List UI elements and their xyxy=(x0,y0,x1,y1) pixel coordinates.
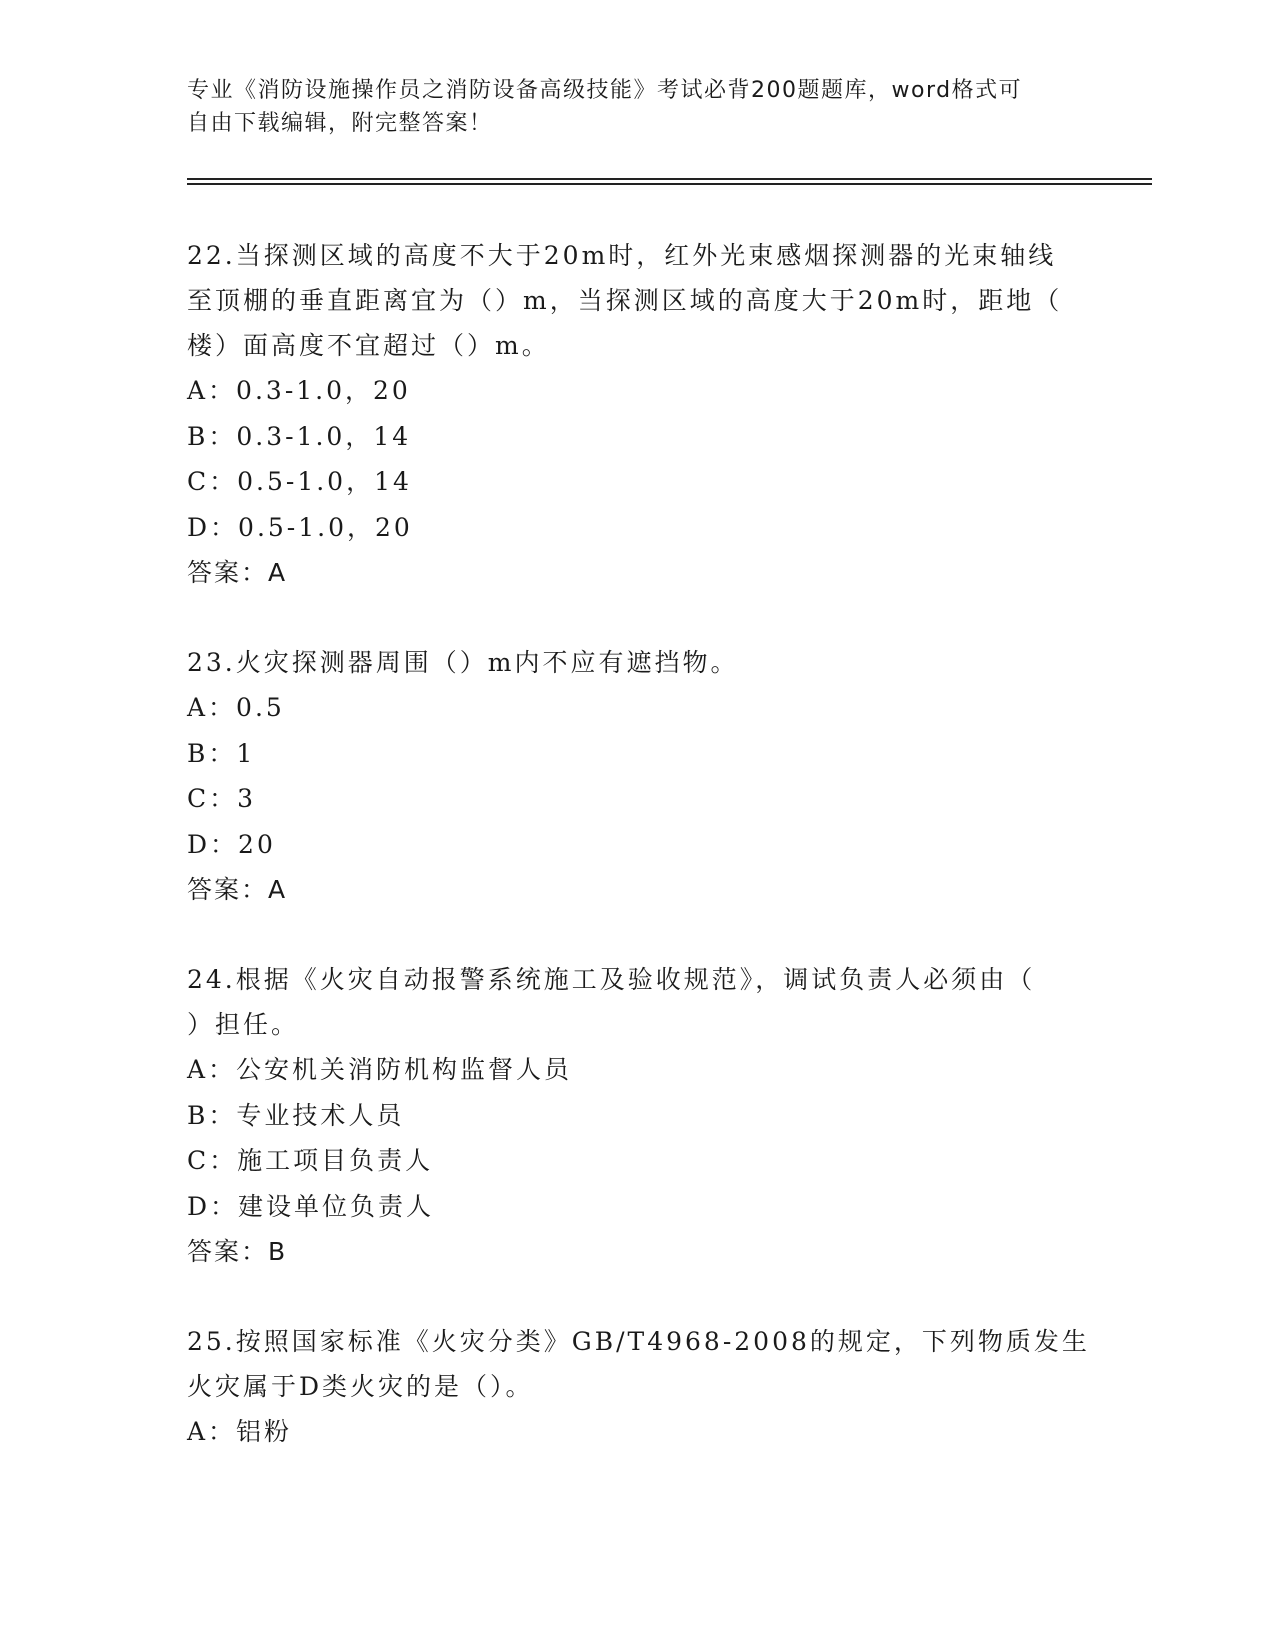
question-22 xyxy=(187,233,1087,596)
option-a: A：公安机关消防机构监督人员 xyxy=(187,1055,573,1084)
stem-line: 至顶棚的垂直距离宜为（）m，当探测区域的高度大于20m时，距地（ xyxy=(187,286,1063,315)
question-23 xyxy=(187,640,1087,913)
question-stem xyxy=(187,957,1087,1047)
header-line: 专业《消防设施操作员之消防设备高级技能》考试必背200题题库，word格式可 xyxy=(187,78,1023,103)
option-d: D：0.5-1.0，20 xyxy=(187,512,413,542)
option-c: C：0.5-1.0，14 xyxy=(187,467,412,496)
option-b: B：专业技术人员 xyxy=(187,1100,405,1130)
stem-line: 25.按照国家标准《火灾分类》GB/T4968-2008的规定，下列物质发生 xyxy=(187,1327,1090,1356)
option-b: B：0.3-1.0，14 xyxy=(187,421,412,451)
stem-line: 火灾属于D类火灾的是（）。 xyxy=(187,1372,534,1401)
option-c: C：施工项目负责人 xyxy=(187,1146,434,1175)
question-list xyxy=(187,233,1090,1499)
stem-line: ）担任。 xyxy=(187,1010,300,1039)
question-24 xyxy=(187,957,1087,1275)
option-d: D：建设单位负责人 xyxy=(187,1191,435,1221)
header-line: 自由下载编辑，附完整答案！ xyxy=(187,111,493,136)
answer-line: 答案：B xyxy=(187,1237,288,1266)
header-divider-top xyxy=(187,178,1152,180)
option-c: C：3 xyxy=(187,784,257,813)
option-a: A：0.5 xyxy=(187,693,285,722)
header-divider-bottom xyxy=(187,183,1152,185)
document-header xyxy=(187,74,1087,140)
stem-line: 楼）面高度不宜超过（）m。 xyxy=(187,331,550,360)
question-stem xyxy=(187,1319,1090,1409)
question-stem xyxy=(187,640,1087,685)
option-d: D：20 xyxy=(187,829,276,859)
answer-line: 答案：A xyxy=(187,558,288,587)
option-a: A：铝粉 xyxy=(187,1417,293,1446)
question-stem xyxy=(187,233,1087,368)
stem-line: 22.当探测区域的高度不大于20m时，红外光束感烟探测器的光束轴线 xyxy=(187,241,1057,270)
answer-line: 答案：A xyxy=(187,875,288,904)
question-25 xyxy=(187,1319,1090,1455)
option-b: B：1 xyxy=(187,738,256,768)
option-a: A：0.3-1.0，20 xyxy=(187,376,411,405)
stem-line: 23.火灾探测器周围（）m内不应有遮挡物。 xyxy=(187,648,739,677)
stem-line: 24.根据《火灾自动报警系统施工及验收规范》，调试负责人必须由（ xyxy=(187,965,1036,994)
